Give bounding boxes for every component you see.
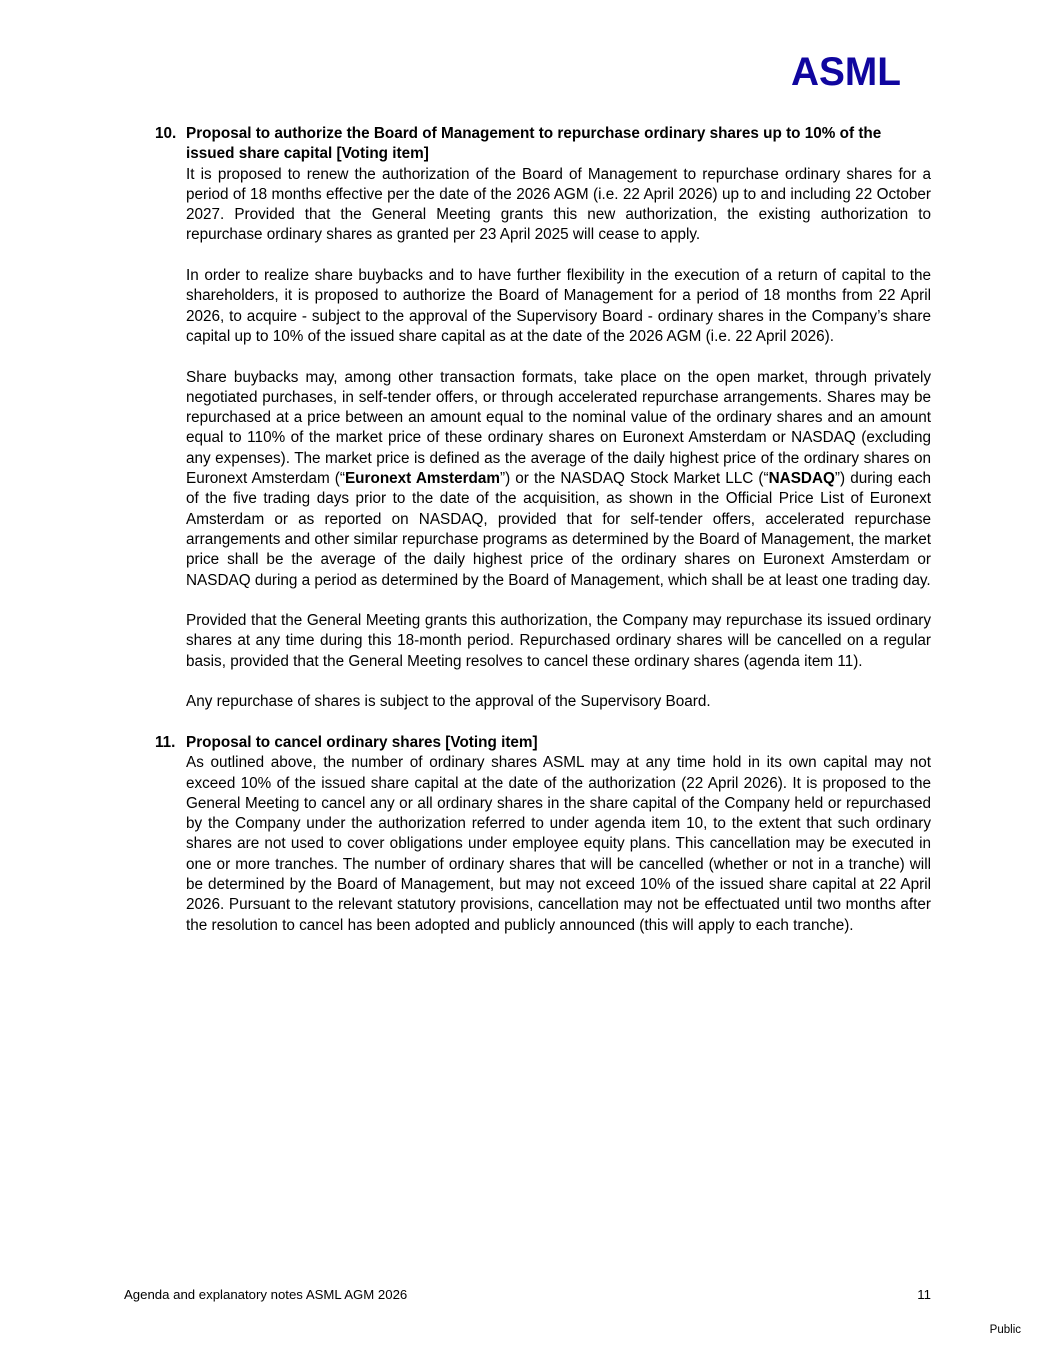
- paragraph: Provided that the General Meeting grants this authorization, the Company may repurchase its issued ordinary shares at any time during this 18-month period. Repurchased ordinary shares will be cancelled on a regular basis, provided that the General Meeting resolves to cancel these ordinary shares (agenda item 11).: [186, 612, 931, 670]
- paragraph: [186, 368, 931, 591]
- asml-logo-text: ASML: [791, 52, 901, 90]
- footer-page-number: 11: [917, 1287, 931, 1302]
- footer-document-title: Agenda and explanatory notes ASML AGM 2026: [124, 1287, 408, 1302]
- agenda-item-number: 11.: [155, 733, 176, 751]
- classification-label: Public: [989, 1324, 1021, 1336]
- paragraph: As outlined above, the number of ordinary shares ASML may at any time hold in its own capital may not exceed 10% of the issued share capital at the date of the authorization (22 April 2026). It is proposed to the General Meeting to cancel any or all ordinary shares in the share capital of the Company held or repurchased by the Company under the authorization referred to under agenda item 10, to the extent that such ordinary shares are not used to cover obligations under employee equity plans. This cancellation may be executed in one or more tranches. The number of ordinary shares that will be cancelled (whether or not in a tranche) will be determined by the Board of Management, but may not exceed 10% of the issued share capital at 22 April 2026. Pursuant to the relevant statutory provisions, cancellation may not be effectuated until two months after the resolution to cancel has been adopted and publicly announced (this will apply to each tranche).: [186, 754, 931, 934]
- defined-term-nasdaq: NASDAQ: [768, 470, 835, 488]
- paragraph-text: ”) or the NASDAQ Stock Market LLC (“: [499, 470, 769, 488]
- agenda-item-11: [155, 733, 931, 936]
- defined-term-euronext: Euronext Amsterdam: [344, 470, 500, 488]
- agenda-item-title: Proposal to cancel ordinary shares [Voting item]: [186, 733, 538, 751]
- document-body: [155, 124, 931, 956]
- asml-logo-graphic: [791, 52, 903, 90]
- paragraph: It is proposed to renew the authorization of the Board of Management to repurchase ordinary shares for a period of 18 months effective per the date of the 2026 AGM (i.e. 22 April 2026) up to and including 22 October 2027. Provided that the General Meeting grants this new authorization, the existing authorization to repurchase ordinary shares as granted per 23 April 2025 will cease to apply.: [186, 165, 931, 244]
- paragraph: Any repurchase of shares is subject to the approval of the Supervisory Board.: [186, 693, 711, 711]
- agenda-item-title: Proposal to authorize the Board of Management to repurchase ordinary shares up to 10% of the issued share capital [Voting item]: [186, 125, 882, 163]
- agenda-item-10: [155, 124, 931, 713]
- paragraph-text: ”) during each of the five trading days prior to the date of the acquisition, as shown in the Official Price List of Euronext Amsterdam or as reported on NASDAQ, provided that for self-tender offers, accelerated repurchase arrangements and other similar repurchase programs as determined by the Board of Management, the market price shall be the average of the daily highest price of the ordinary shares on Euronext Amsterdam or NASDAQ during a period as determined by the Board of Management, which shall be at least one trading day.: [186, 470, 931, 589]
- paragraph: In order to realize share buybacks and to have further flexibility in the execution of a return of capital to the shareholders, it is proposed to authorize the Board of Management for a period of 18 months from 22 April 2026, to acquire - subject to the approval of the Supervisory Board - ordinary shares in the Company’s share capital up to 10% of the issued share capital as at the date of the 2026 AGM (i.e. 22 April 2026).: [186, 267, 931, 345]
- agenda-item-number: 10.: [155, 125, 177, 142]
- asml-logo: [791, 52, 903, 90]
- paragraph-text: Share buybacks may, among other transaction formats, take place on the open market, through privately negotiated purchases, in self-tender offers, or through accelerated repurchase arrangements. Shares may be repurchased at a price between an amount equal to the nominal value of the ordinary shares and an amount equal to 110% of the market price of these ordinary shares on Euronext Amsterdam or NASDAQ (excluding any expenses). The market price is defined as the average of the daily highest price of the ordinary shares on Euronext Amsterdam (“: [186, 368, 931, 488]
